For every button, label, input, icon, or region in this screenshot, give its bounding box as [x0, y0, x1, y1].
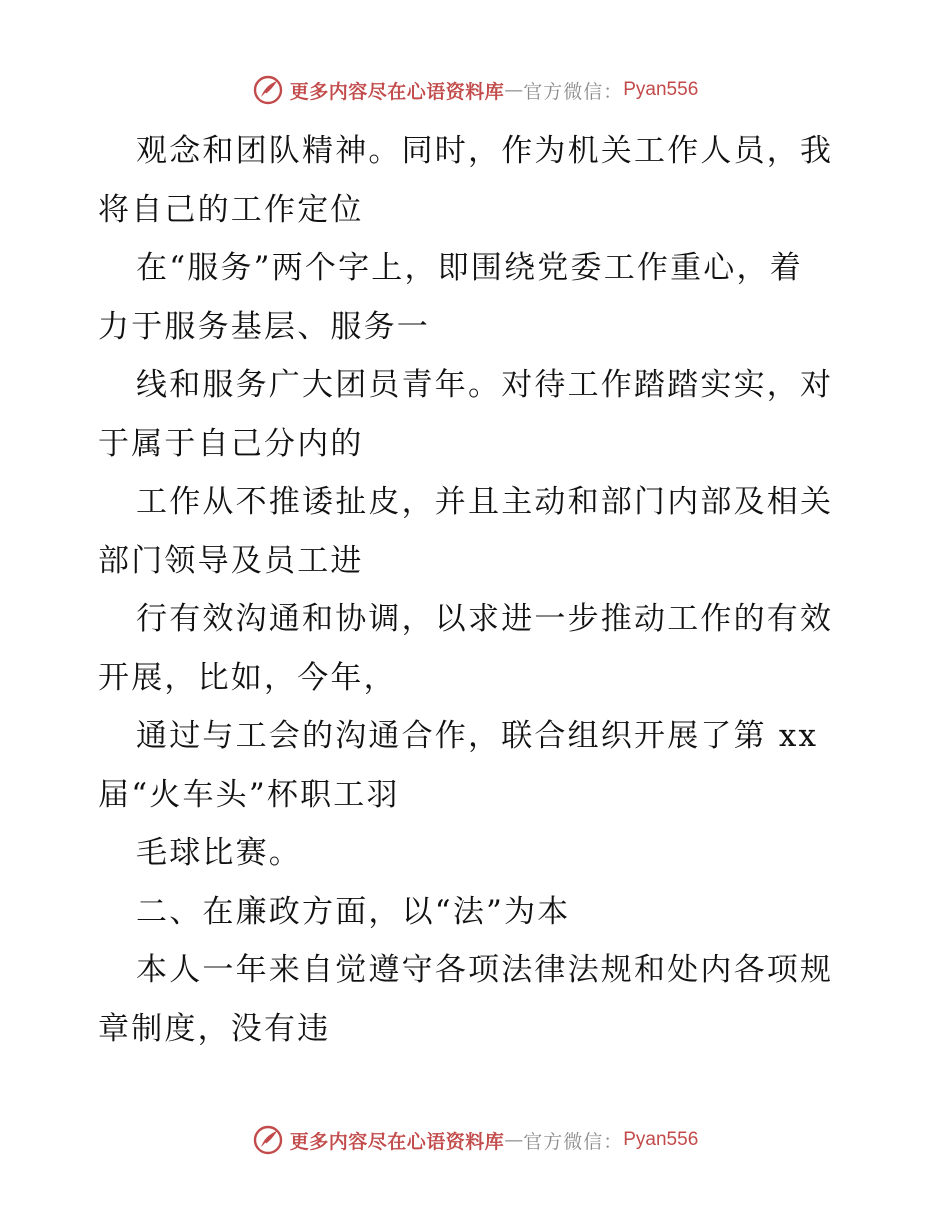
text-line: 通过与工会的沟通合作，联合组织开展了第 xx [136, 718, 819, 754]
watermark-dash: — [504, 79, 524, 101]
watermark-contact-label: 官方微信： [523, 1130, 624, 1153]
text-line: 二、在廉政方面，以“法”为本 [136, 893, 571, 930]
text-line: 于属于自己分内的 [98, 425, 364, 462]
paragraph [98, 590, 858, 707]
text-line: 观念和团队精神。同时，作为机关工作人员，我 [136, 133, 834, 169]
watermark-brand: 更多内容尽在心语资料库 [289, 80, 505, 103]
text-line: 将自己的工作定位 [98, 191, 364, 228]
text-line: 在“服务”两个字上，即围绕党委工作重心，着 [136, 250, 803, 286]
text-line: 届“火车头”杯职工羽 [98, 776, 400, 813]
document-body [98, 122, 858, 1058]
text-line: 毛球比赛。 [136, 835, 302, 871]
watermark-brand: 更多内容尽在心语资料库 [289, 1130, 505, 1153]
paragraph [98, 239, 858, 356]
header-watermark [0, 70, 950, 110]
feather-circle-logo-icon [252, 1124, 284, 1156]
text-line: 行有效沟通和协调，以求进一步推动工作的有效 [136, 601, 834, 637]
text-line: 开展，比如，今年， [98, 659, 397, 696]
watermark-contact-id: Pyan556 [623, 79, 699, 100]
text-line: 力于服务基层、服务一 [98, 308, 430, 345]
paragraph [98, 707, 858, 824]
section-heading [98, 883, 858, 942]
text-line: 部门领导及员工进 [98, 542, 364, 579]
text-line: 章制度，没有违 [98, 1010, 331, 1047]
watermark-dash: — [504, 1129, 524, 1151]
text-line: 工作从不推诿扯皮，并且主动和部门内部及相关 [136, 484, 834, 520]
text-line: 线和服务广大团员青年。对待工作踏踏实实，对 [136, 367, 834, 403]
paragraph [98, 824, 858, 883]
footer-watermark [0, 1120, 950, 1160]
paragraph [98, 122, 858, 239]
paragraph [98, 941, 858, 1058]
paragraph [98, 473, 858, 590]
watermark-contact-label: 官方微信： [523, 80, 624, 103]
text-line: 本人一年来自觉遵守各项法律法规和处内各项规 [136, 952, 834, 988]
paragraph [98, 356, 858, 473]
feather-circle-logo-icon [252, 74, 284, 106]
watermark-contact-id: Pyan556 [623, 1129, 699, 1150]
